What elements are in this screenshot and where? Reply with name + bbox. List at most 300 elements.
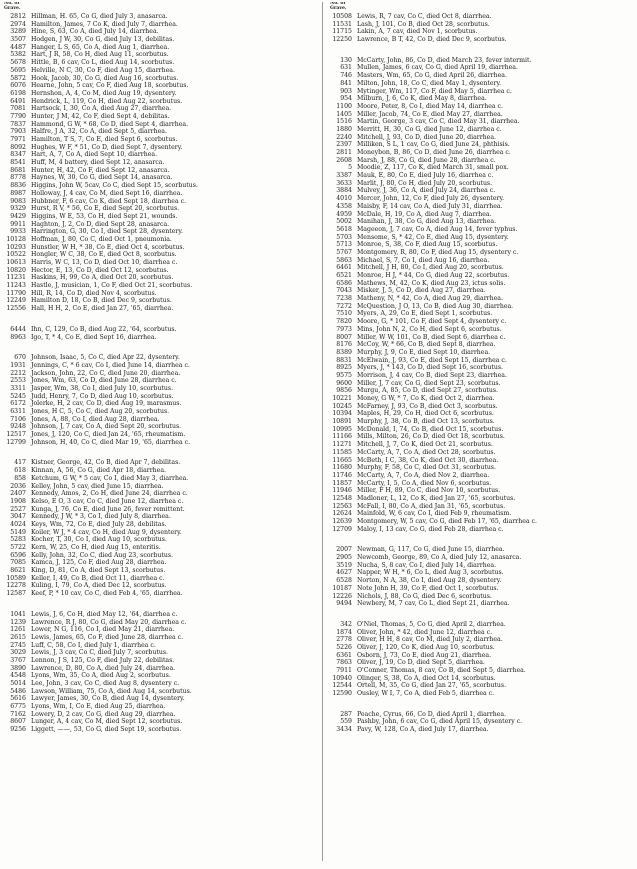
grave-number: 6775 (10, 703, 26, 711)
grave-number: 9575 (336, 371, 352, 379)
entry-text: McCarty, John, 86, Co D, died March 23, fever intermit. (356, 56, 532, 64)
register-entry (4, 703, 316, 711)
entry-text: Newbery, M, 7 cav, Co L, died Sept 21, diarrhea. (356, 600, 510, 608)
grave-number: 11166 (332, 433, 352, 441)
register-entry (330, 241, 635, 249)
entry-text: Peache, Cyrus, 66, Co D, died April 1, diarrhea. (356, 710, 506, 718)
entry-text: Hendrick, L, 119, Co H, died Aug 22, scorbutus. (30, 97, 183, 105)
grave-number: 5245 (10, 392, 26, 400)
grave-number: 9494 (336, 600, 352, 608)
register-entry (4, 136, 316, 144)
entry-text: Jackson, John, 22, Co C, died June 20, diarrhea. (30, 369, 181, 377)
entry-text: Hanger, L S, 65, Co A, died Aug 1, diarrhea. (30, 43, 170, 51)
grave-number: 5486 (10, 687, 26, 695)
register-entry (4, 506, 316, 514)
register-entry (4, 431, 316, 439)
grave-number: 11665 (332, 456, 352, 464)
grave-number: 1405 (336, 110, 352, 118)
register-entry (330, 295, 635, 303)
entry-text: Kunga, J, 76, Co E, died June 26, fever remittent. (30, 505, 185, 513)
column-right (330, 2, 635, 869)
entry-text: McBeth, I C, 38, Co K, died Oct 30, diarrhea. (356, 456, 499, 464)
grave-number: 12544 (332, 682, 352, 690)
entry-text: Haynes, W, 30, Co G, died Sept 14, anasarca. (30, 174, 173, 182)
entry-text: Mercer, John, 12, Co F, died July 26, dysentery. (356, 195, 505, 203)
register-entry (330, 652, 635, 660)
entry-text: Monroe, S, 38, Co F, died Aug 15, scorbutus. (356, 241, 498, 249)
entry-text: Myers, J, * 143, Co D, died Sept 16, scorbutus. (356, 364, 504, 372)
entry-text: Merritt, H, 30, Co G, died June 12, diarrhea c. (356, 125, 502, 133)
entry-text: Note John H, 39, Co F, died Oct 1, scorbutus. (356, 584, 499, 592)
entry-text: Kocher, T, 30, Co I, died Aug 10, scorbutus. (30, 536, 167, 544)
register-entry (4, 529, 316, 537)
entry-text: Jennings, C, * 6 cav, Co I, died June 14, diarrhea c. (30, 361, 190, 369)
register-entry (4, 105, 316, 113)
grave-number: 8347 (10, 151, 26, 159)
grave-number: 2745 (10, 641, 26, 649)
entry-text: Marsh, J, 88, Co G, died June 28, diarrhea c. (356, 156, 496, 164)
grave-number: 10508 (332, 13, 352, 20)
register-entry (4, 282, 316, 290)
register-entry (4, 575, 316, 583)
grave-number: 130 (340, 56, 352, 64)
grave-number: 11857 (332, 479, 352, 487)
entry-text: Hubbner, F, 6 cav, Co K, died Sept 18, diarrhea c. (30, 197, 187, 205)
entry-text: Moodie, Z, 117, Co K, died March 31, small pox. (356, 164, 509, 172)
grave-number: 7863 (336, 659, 352, 667)
register-entry (330, 80, 635, 88)
entry-text: Lower, N G, 116, Co I, died May 21, diarrhea. (30, 626, 175, 634)
register-entry (4, 370, 316, 378)
grave-number: 5872 (10, 74, 26, 82)
register-entry (4, 113, 316, 121)
grave-number: 7510 (336, 310, 352, 318)
entry-text: Hector, E, 13, Co D, died Oct 12, scorbutus. (30, 266, 169, 274)
register-entry (330, 526, 635, 534)
entry-text: Higgins, W E, 53, Co H, died Sept 21, wounds. (30, 212, 178, 220)
register-section (330, 57, 635, 534)
register-entry (4, 59, 316, 67)
register-entry (330, 569, 635, 577)
grave-number: 9248 (10, 423, 26, 431)
entry-text: Ousley, W I, 7, Co A, died Feb 5, diarrhea c. (356, 690, 495, 698)
entry-text: Marlit, J, 80, Co H, died July 20, scorbutus. (356, 179, 493, 187)
grave-number: 2527 (10, 505, 26, 513)
entry-text: Oliver, H H, 8 cav, Co M, died July 2, diarrhea. (356, 636, 503, 644)
entry-text: Oliver, J, 19, Co D, died Sept 5, diarrhea. (356, 659, 485, 667)
register-entry (330, 426, 635, 434)
entry-text: Helville, N C, 30, Co F, died Aug 15, diarrhea. (30, 66, 175, 74)
entry-text: Norton, N A, 38, Co I, died Aug 28, dysentery. (356, 577, 502, 585)
register-entry (4, 665, 316, 673)
register-entry (330, 272, 635, 280)
grave-number: 8541 (10, 159, 26, 167)
entry-text: Kistner, George, 42, Co B, died Apr 7, debilitas. (30, 459, 181, 467)
register-entry (330, 234, 635, 242)
register-entry (4, 393, 316, 401)
grave-number: 5703 (336, 233, 352, 241)
entry-text: Kelley, John, 5 cav, died June 15, diarrhea. (30, 482, 164, 490)
register-entry (4, 726, 316, 734)
entry-text: Pashby, John, 6 cav, Co G, died April 15, dysentery c. (356, 718, 523, 726)
register-entry (4, 498, 316, 506)
grave-number: 6491 (10, 97, 26, 105)
register-entry (330, 554, 635, 562)
register-entry (4, 649, 316, 657)
register-entry (330, 13, 635, 21)
grave-number: 11746 (332, 471, 352, 479)
entry-text: Napper, W H, * 6, Co L, died Aug 3, scorbutus. (356, 569, 504, 577)
entry-text: Hodgen, J W, 30, Co G, died July 13, debilitas. (30, 36, 175, 44)
entry-text: Halfre, J A, 32, Co A, died Sept 5, diarrhea. (30, 128, 167, 136)
register-entry (330, 518, 635, 526)
entry-text: Kern, W, 25, Co H, died Aug 15, enteritis. (30, 544, 161, 551)
register-entry (330, 21, 635, 29)
entry-text: Montgomery, R, 80, Co F, died Aug 15, dysentery c. (356, 248, 519, 256)
register-entry (330, 318, 635, 326)
entry-text: Milburn, J, 6, Co K, died May 8, diarrhea. (356, 95, 487, 103)
entry-text: Murphy, J, 9, Co E, died Sept 10, diarrhea. (356, 348, 491, 356)
grave-number: 5226 (336, 643, 352, 651)
grave-number: 6361 (336, 651, 352, 659)
grave-number: 5002 (336, 218, 352, 226)
grave-number: 7911 (336, 667, 352, 674)
grave-number: 11531 (332, 20, 352, 28)
register-entry (330, 326, 635, 334)
grave-number: 8831 (336, 356, 352, 364)
entry-text: Johnson, Isaac, 5, Co C, died Apr 22, dysentery. (30, 354, 180, 362)
register-entry (330, 141, 635, 149)
entry-text: Lawson, William, 75, Co A, died Aug 14, scorbutus. (30, 687, 192, 695)
grave-number: 6076 (10, 82, 26, 90)
register-entry (4, 267, 316, 275)
grave-number: 8176 (336, 341, 352, 349)
entry-text: Hunter, H, 42, Co F, died Sept 12, anasarca. (30, 166, 170, 174)
entry-text: McQuestion, J O, 13, Co B, died Aug 30, diarrhea. (356, 302, 514, 310)
grave-number: 10589 (6, 574, 26, 582)
grave-number: 11271 (332, 441, 352, 449)
entry-text: Holloway, J, 4 cav, Co M, died Sept 16, diarrhea. (30, 189, 183, 197)
grave-number: 3890 (10, 664, 26, 672)
entry-text: Nucha, S, 8 cav, Co I, died July 14, diarrhea. (356, 561, 497, 569)
grave-number: 3387 (336, 172, 352, 180)
register-entry (330, 88, 635, 96)
register-entry (330, 72, 635, 80)
register-entry (330, 264, 635, 272)
register-entry (4, 416, 316, 424)
entry-text: Ihn, C, 129, Co B, died Aug 22, '64, scorbutus. (30, 325, 177, 333)
grave-number: 11585 (332, 448, 352, 456)
grave-number: 9429 (10, 212, 26, 220)
entry-text: Johnson, H, 40, Co C, died Mar 19, '65, diarrhea c. (30, 438, 191, 446)
register-entry (4, 354, 316, 362)
grave-number: 6528 (336, 577, 352, 585)
entry-text: Jasper, Wm, 38, Co I, died July 10, scorbutus. (30, 384, 174, 392)
register-entry (4, 13, 316, 21)
grave-number: 4959 (336, 210, 352, 218)
register-entry (330, 341, 635, 349)
grave-number: 10293 (6, 243, 26, 251)
register-entry (330, 357, 635, 365)
register-entry (4, 290, 316, 298)
register-entry (330, 726, 635, 734)
register-entry (330, 433, 635, 441)
register-entry (4, 251, 316, 259)
grave-number: 3519 (336, 561, 352, 569)
register-entry (330, 585, 635, 593)
grave-number: 8607 (10, 718, 26, 726)
entry-text: Maisby, F, 14 cav, Co A, died July 31, diarrhea. (356, 202, 503, 210)
register-entry (4, 695, 316, 703)
grave-number: 3311 (10, 384, 26, 392)
register-entry (330, 172, 635, 180)
register-entry (4, 82, 316, 90)
entry-text: Moore, G, * 101, Co F, died Sept 4, dysentery c. (356, 318, 507, 326)
entry-text: Mytinger, Wm, 117, Co F, died May 5, diarrhea c. (356, 87, 512, 95)
register-entry (4, 459, 316, 467)
grave-number: 11790 (6, 289, 26, 297)
column-left (4, 2, 316, 869)
entry-text: Jones, J, 120, Co C, died Jan 24, '65, rheumatism. (30, 431, 186, 439)
register-entry (4, 672, 316, 680)
entry-text: Koiler, W J, * 4 cav, Co H, died Aug 9, dysentery. (30, 528, 182, 536)
entry-text: Jones, H C, 5, Co C, died Aug 20, scorbutus. (30, 408, 170, 415)
register-entry (4, 626, 316, 634)
grave-number: 841 (340, 79, 352, 87)
register-entry (330, 418, 635, 426)
entry-text: King, D, 81, Co A, died Sept 13, scorbutus. (30, 567, 166, 575)
register-entry (4, 590, 316, 598)
register-entry (330, 472, 635, 480)
grave-number: 3047 (10, 513, 26, 521)
register-section (4, 354, 316, 446)
register-entry (4, 274, 316, 282)
grave-number: 2553 (10, 377, 26, 385)
grave-number: 6172 (10, 400, 26, 408)
register-entry (4, 326, 316, 334)
register-entry (330, 28, 635, 36)
entry-text: Murphy, J, 38, Co B, died Oct 13, scorbutus. (356, 418, 495, 426)
register-entry (330, 134, 635, 142)
register-entry (4, 711, 316, 719)
entry-text: Lewis, R, 7 cav, Co C, died Oct 8, diarrhea. (356, 13, 492, 20)
register-entry (330, 487, 635, 495)
entry-text: Kelly, John, 32, Co C, died Aug 23, scorbutus. (30, 551, 174, 559)
register-entry (4, 174, 316, 182)
entry-text: Mainfold, W, 6 cav, Co I, died Feb 9, rheumatism. (356, 510, 512, 518)
entry-text: Lakin, A, 7 cav, died Nov 1, scorbutus. (356, 28, 478, 36)
column-sections (4, 13, 316, 734)
entry-text: Keef, P, * 10 cav, Co C, died Feb 4, '65, diarrhea. (30, 590, 183, 598)
grave-number: 3633 (336, 179, 352, 187)
entry-text: Ortell, M, 35, Co G, died Jan 27, '65, scorbutus. (356, 682, 507, 690)
grave-number: 287 (340, 710, 352, 718)
grave-number: 8007 (336, 333, 352, 341)
grave-number: 7820 (336, 318, 352, 326)
grave-number: 2778 (336, 636, 352, 644)
register-entry (330, 180, 635, 188)
register-entry (330, 218, 635, 226)
register-entry (330, 280, 635, 288)
entry-text: Miller, F H, 89, Co C, died Nov 10, scorbutus. (356, 487, 501, 495)
register-entry (4, 167, 316, 175)
entry-text: McDale, H, 19, Co A, died Aug 7, diarrhea. (356, 210, 492, 218)
grave-number: 903 (340, 87, 352, 95)
entry-text: Lewis, J, 6, Co H, died May 12, '64, diarrhea c. (30, 610, 178, 618)
grave-number: 7903 (10, 128, 26, 136)
grave-number: 4024 (10, 520, 26, 528)
register-entry (330, 310, 635, 318)
register-entry (4, 244, 316, 252)
grave-number: 6444 (10, 325, 26, 333)
register-entry (4, 680, 316, 688)
register-entry (330, 149, 635, 157)
column-sections (330, 13, 635, 734)
register-entry (330, 667, 635, 675)
register-entry (330, 187, 635, 195)
grave-number: 5382 (10, 51, 26, 59)
entry-text: Kinnan, A, 56, Co G, died Apr 18, diarrhea. (30, 467, 166, 475)
register-entry (4, 400, 316, 408)
entry-text: Jones, Wm, 63, Co D, died June 28, diarrhea c. (30, 377, 177, 385)
grave-number: 1261 (10, 626, 26, 634)
register-entry (4, 582, 316, 590)
register-entry (330, 577, 635, 585)
entry-text: Higgins, John W, 5cav, Co C, died Sept 15, scorbutus. (30, 182, 198, 190)
grave-number: 8836 (10, 182, 26, 190)
grave-number: 12517 (6, 431, 26, 439)
register-entry (4, 544, 316, 552)
grave-number: 631 (340, 64, 352, 72)
entry-text: Money, G W, * 7, Co K, died Oct 2, diarrhea. (356, 395, 495, 402)
register-entry (4, 90, 316, 98)
register-entry (330, 203, 635, 211)
grave-number: 4548 (10, 672, 26, 680)
entry-text: Huff, M, 4 battery, died Sept 12, anasarca. (30, 159, 165, 167)
register-entry (330, 495, 635, 503)
entry-text: Milliken, S L, 1 cav, Co G, died June 24, phthisis. (356, 141, 510, 149)
register-entry (4, 44, 316, 52)
register-section (4, 326, 316, 341)
entry-text: Lowery, D, 2 cav, Co G, died Aug 29, diarrhea. (30, 710, 176, 718)
register-entry (330, 118, 635, 126)
register-entry (4, 634, 316, 642)
entry-text: McDonald, I, 74, Co B, died Oct 15, scorbutus. (356, 425, 504, 433)
register-entry (330, 164, 635, 172)
entry-text: Hart, A, 7, Co A, died Sept 10, diarrhea. (30, 151, 158, 159)
entry-text: Jones, A, 88, Co I, died Aug 28, diarrhea. (30, 415, 160, 423)
grave-number: 8621 (10, 567, 26, 575)
register-entry (330, 157, 635, 165)
grave-number: 1100 (336, 102, 352, 110)
column-divider (322, 2, 323, 861)
entry-text: Hamilton, T S, 7, Co E, died Sept 6, scorbutus. (30, 136, 178, 143)
register-entry (4, 377, 316, 385)
register-entry (4, 362, 316, 370)
register-entry (4, 21, 316, 29)
grave-number: 2407 (10, 490, 26, 498)
register-section (4, 459, 316, 597)
entry-text: Igo, T, * 4, Co E, died Sept 16, diarrhea. (30, 333, 157, 341)
entry-text: Maloy, I, 13 cav, Co G, died Feb 28, diarrhea c. (356, 525, 504, 533)
entry-text: Matheny, N, * 42, Co A, died Aug 29, diarrhea. (356, 295, 503, 303)
grave-number-header: No. of Grave. (4, 2, 21, 11)
grave-number: 2905 (336, 554, 352, 562)
grave-number: 12624 (332, 510, 352, 518)
register-entry (330, 111, 635, 119)
entry-text: Newman, G, 117, Co G, died June 15, diarrhea. (356, 546, 505, 554)
grave-number: 7272 (336, 302, 352, 310)
entry-text: Mathews, M, 42, Co K, died Aug 23, ictus solis. (356, 279, 506, 287)
grave-number: 5283 (10, 536, 26, 544)
grave-number: 9911 (10, 220, 26, 228)
grave-number: 8963 (10, 333, 26, 341)
entry-text: Kuling, I, 79, Co A, died Dec 12, scorbutus. (30, 582, 167, 590)
grave-number: 2397 (336, 141, 352, 149)
grave-number: 4358 (336, 202, 352, 210)
register-entry (330, 546, 635, 554)
entry-text: Hastle, J, musician, 1, Co F, died Oct 21, scorbutus. (30, 282, 193, 290)
grave-number: 11243 (6, 282, 26, 290)
register-section (330, 546, 635, 608)
entry-text: Maples, H, 29, Co H, died Oct 6, scorbutus. (356, 410, 494, 418)
entry-text: Haskins, H, 99, Co A, died Oct 20, scorbutus. (30, 274, 174, 282)
entry-text: Murphy, F, 58, Co C, died Oct 31, scorbutus. (356, 464, 496, 472)
entry-text: Hearne, John, 5 cav, Co F, died Aug 18, scorbutus. (30, 82, 189, 90)
entry-text: Mulvey, J, 36, Co A, died July 24, diarrhea c. (356, 187, 496, 195)
grave-number: 12799 (6, 438, 26, 446)
grave-number: 7043 (336, 287, 352, 295)
entry-text: Lash, J, 101, Co B, died Oct 28, scorbutus. (356, 20, 490, 28)
grave-number: 3884 (336, 187, 352, 195)
register-section (4, 611, 316, 734)
register-entry (330, 195, 635, 203)
entry-text: Hunstler, W H, * 38, Co E, died Oct 4, scorbutus. (30, 243, 185, 251)
register-entry (4, 121, 316, 129)
register-entry (4, 334, 316, 342)
grave-number: 6461 (336, 264, 352, 272)
entry-text: Osborn, J, 73, Co E, died Aug 21, diarrhea. (356, 651, 492, 659)
grave-number: 10245 (332, 402, 352, 410)
register-entry (330, 211, 635, 219)
register-entry (330, 510, 635, 518)
entry-text: Lawrence, D, 80, Co A, died July 24, diarrhea. (30, 664, 176, 672)
register-entry (4, 36, 316, 44)
entry-text: McCarty, A, 7, Co A, died Nov 2, diarrhea. (356, 471, 490, 479)
register-entry (4, 75, 316, 83)
grave-number: 9600 (336, 379, 352, 387)
entry-text: McElwain, J, 93, Co E, died Sept 15, diarrhea c. (356, 356, 507, 364)
entry-text: Myers, A, 29, Co E, died Sept 1, scorbutus. (356, 310, 493, 318)
register-section (4, 13, 316, 313)
grave-number: 1874 (336, 628, 352, 636)
register-section (330, 13, 635, 44)
entry-text: Milton, John, 18, Co C, died May 1, dysentery. (356, 79, 502, 87)
grave-number: 618 (14, 467, 26, 475)
register-entry (4, 51, 316, 59)
grave-number: 417 (14, 459, 26, 467)
register-entry (330, 334, 635, 342)
grave-number: 5863 (336, 256, 352, 264)
register-entry (330, 95, 635, 103)
entry-text: Liggett, ——, 53, Co G, died Sept 19, scorbutus. (30, 726, 182, 734)
entry-text: Hunter, J M, 42, Co F, died Sept 4, debilitas. (30, 112, 170, 120)
grave-number: 559 (340, 718, 352, 726)
entry-text: Keys, Wm, 72, Co E, died July 28, debilitas. (30, 520, 167, 528)
grave-number: 10891 (332, 418, 352, 426)
register-entry (330, 659, 635, 667)
register-entry (330, 403, 635, 411)
